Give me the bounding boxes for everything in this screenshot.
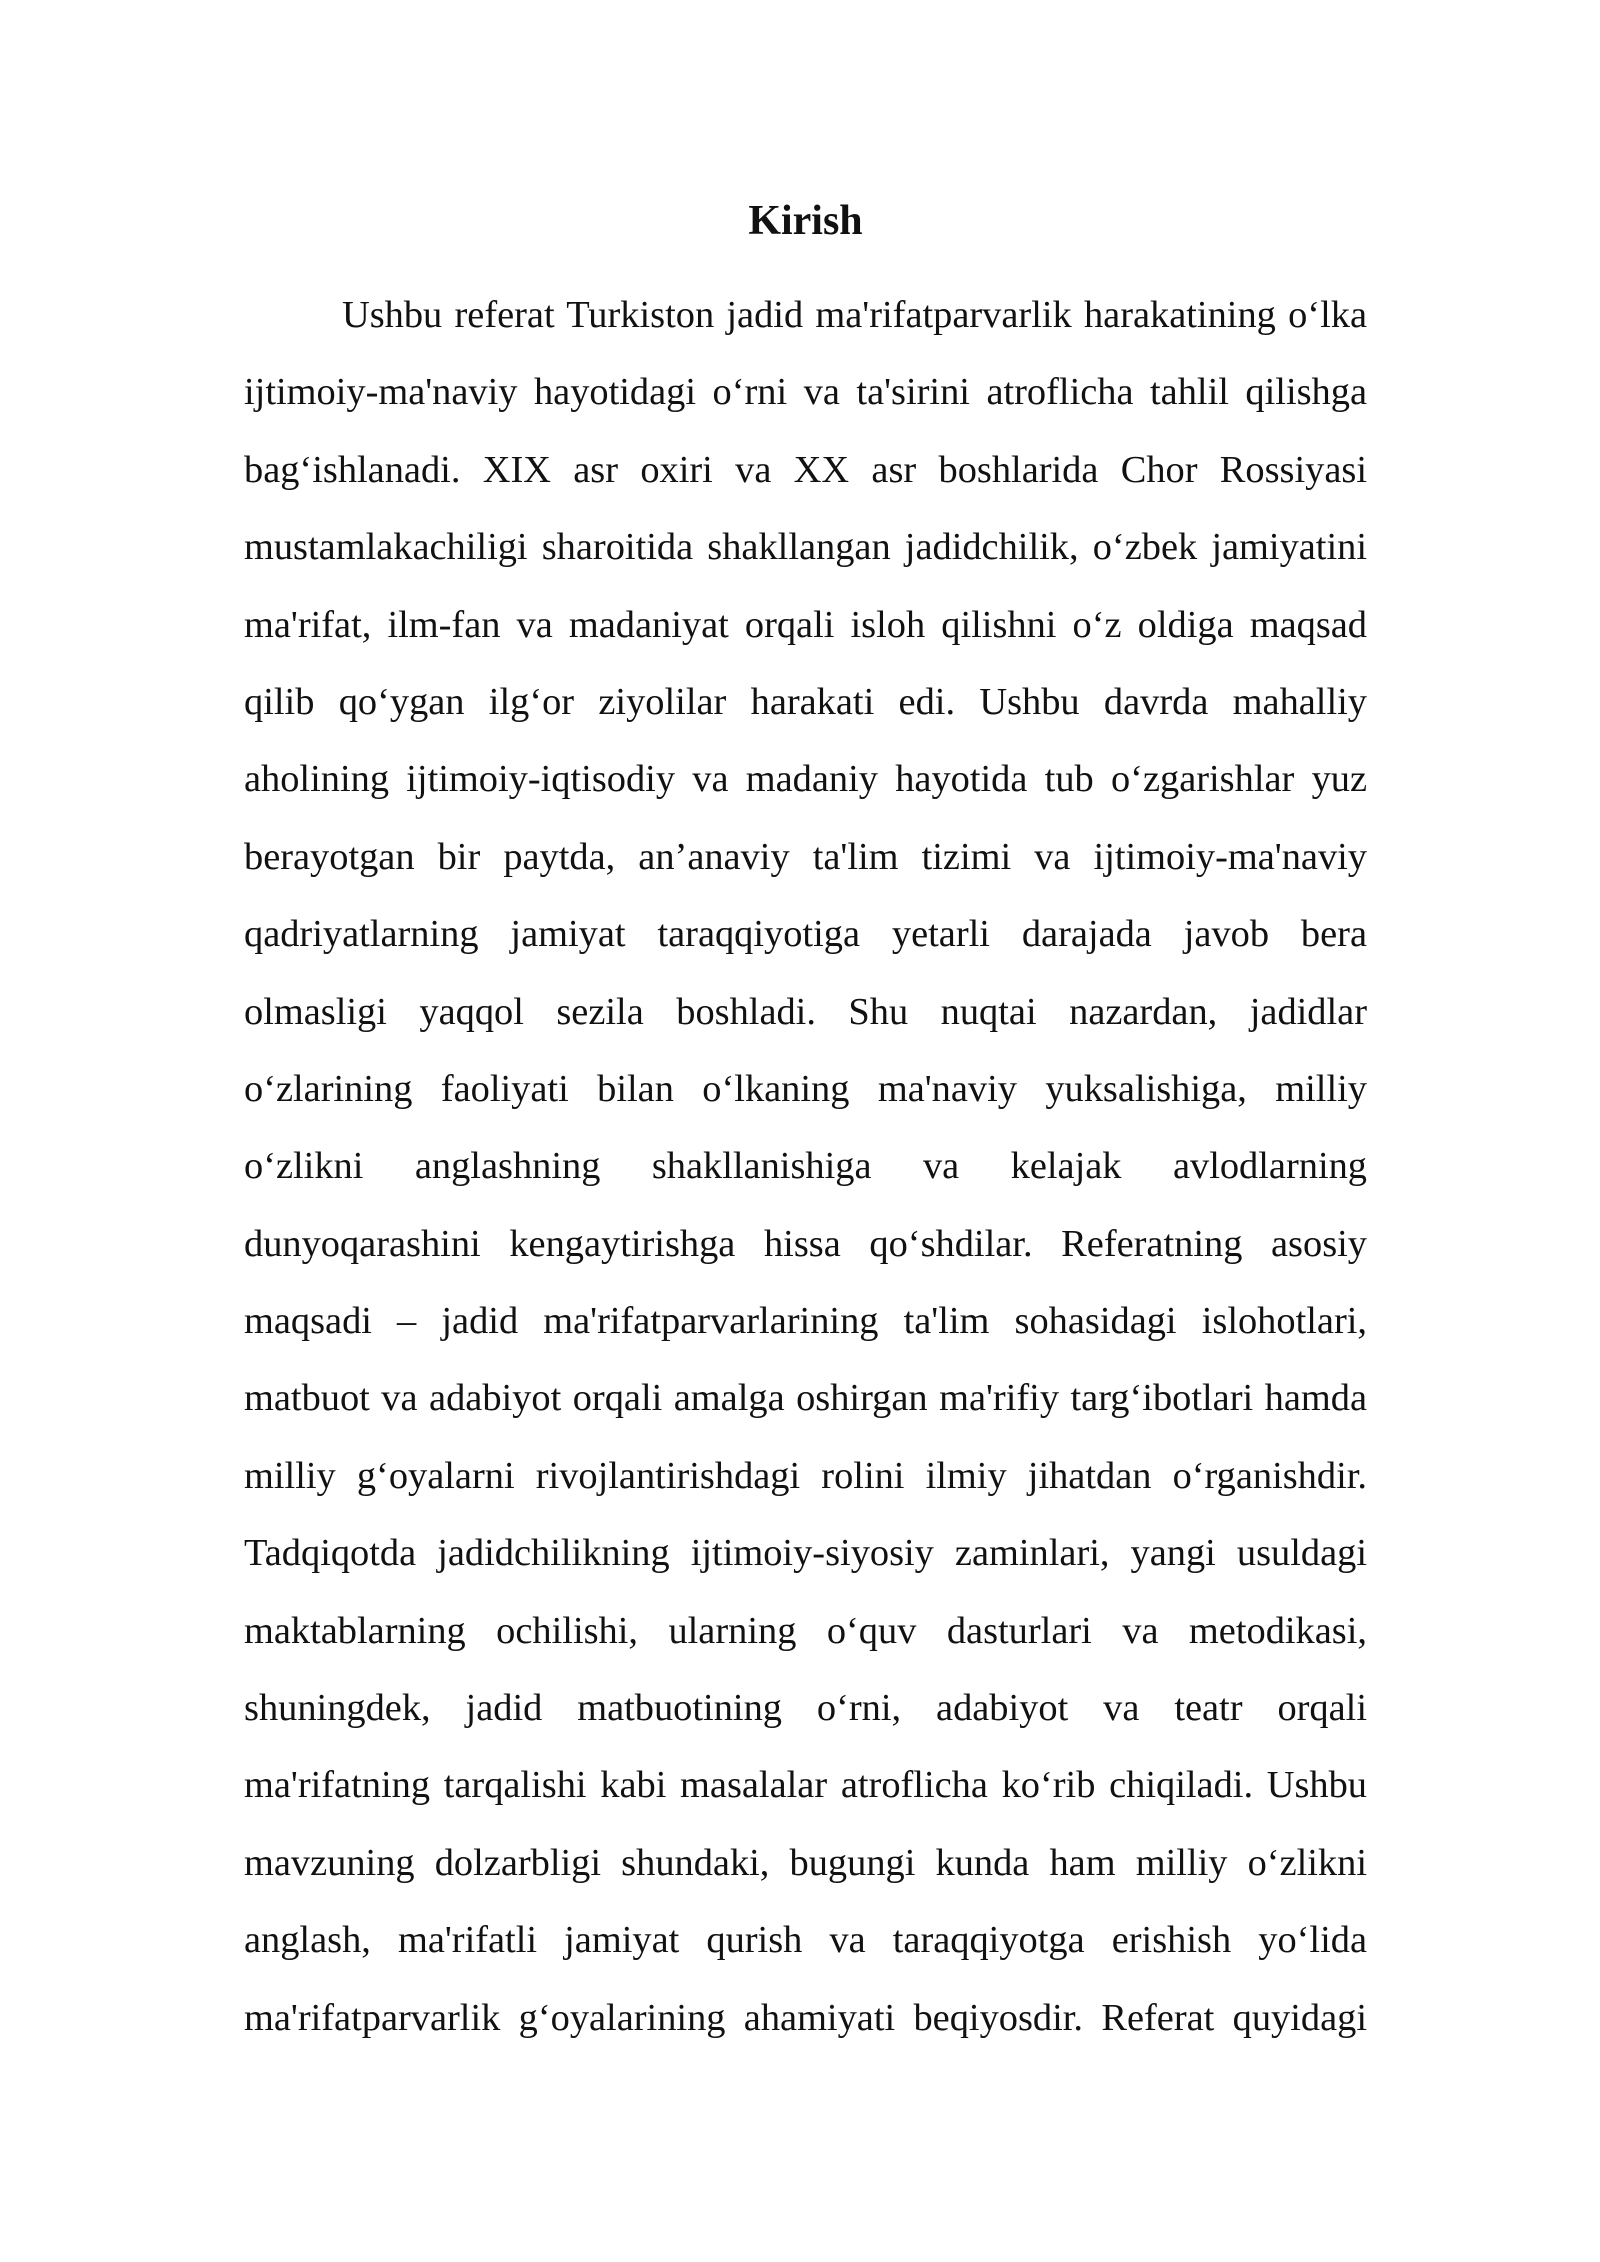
paragraph-line: matbuot va adabiyot orqali amalga oshirgan ma'rifiy targ‘ibotlari hamda [244,1377,1367,1420]
paragraph-line: qilib qo‘ygan ilg‘or ziyolilar harakati edi. Ushbu davrda mahalliy [244,680,1367,723]
body-paragraph [244,277,1367,2057]
paragraph-line: ma'rifatparvarlik g‘oyalarining ahamiyati beqiyosdir. Referat quyidagi [244,1996,1367,2039]
section-title: Kirish [748,198,863,244]
paragraph-line: maqsadi – jadid ma'rifatparvarlarining ta'lim sohasidagi islohotlari, [244,1300,1367,1343]
paragraph-line: qadriyatlarning jamiyat taraqqiyotiga yetarli darajada javob bera [244,913,1367,956]
paragraph-line: mavzuning dolzarbligi shundaki, bugungi kunda ham milliy o‘zlikni [244,1841,1367,1884]
paragraph-line: o‘zlikni anglashning shakllanishiga va kelajak avlodlarning [244,1145,1367,1188]
paragraph-line: bag‘ishlanadi. XIX asr oxiri va XX asr boshlarida Chor Rossiyasi [244,448,1367,491]
paragraph-line: ijtimoiy-ma'naviy hayotidagi o‘rni va ta'sirini atroflicha tahlil qilishga [244,371,1367,414]
paragraph-line: mustamlakachiligi sharoitida shakllangan jadidchilik, o‘zbek jamiyatini [244,526,1367,569]
paragraph-line: o‘zlarining faoliyati bilan o‘lkaning ma'naviy yuksalishiga, milliy [244,1067,1367,1110]
paragraph-line: maktablarning ochilishi, ularning o‘quv dasturlari va metodikasi, [244,1609,1367,1652]
paragraph-line: ma'rifatning tarqalishi kabi masalalar atroflicha ko‘rib chiqiladi. Ushbu [244,1764,1367,1807]
paragraph-line: berayotgan bir paytda, an’anaviy ta'lim tizimi va ijtimoiy-ma'naviy [244,835,1367,878]
paragraph-line: Tadqiqotda jadidchilikning ijtimoiy-siyosiy zaminlari, yangi usuldagi [244,1532,1367,1575]
paragraph-line: olmasligi yaqqol sezila boshladi. Shu nuqtai nazardan, jadidlar [244,990,1367,1033]
paragraph-line: milliy g‘oyalarni rivojlantirishdagi rolini ilmiy jihatdan o‘rganishdir. [244,1454,1367,1497]
paragraph-line: Ushbu referat Turkiston jadid ma'rifatparvarlik harakatining o‘lka [342,294,1367,336]
paragraph-line: dunyoqarashini kengaytirishga hissa qo‘shdilar. Referatning asosiy [244,1222,1367,1265]
paragraph-line: anglash, ma'rifatli jamiyat qurish va taraqqiyotga erishish yo‘lida [244,1919,1367,1962]
paragraph-line: ma'rifat, ilm-fan va madaniyat orqali isloh qilishni o‘z oldiga maqsad [244,603,1367,646]
paragraph-line: aholining ijtimoiy-iqtisodiy va madaniy hayotida tub o‘zgarishlar yuz [244,758,1367,801]
paragraph-line: shuningdek, jadid matbuotining o‘rni, adabiyot va teatr orqali [244,1687,1367,1730]
